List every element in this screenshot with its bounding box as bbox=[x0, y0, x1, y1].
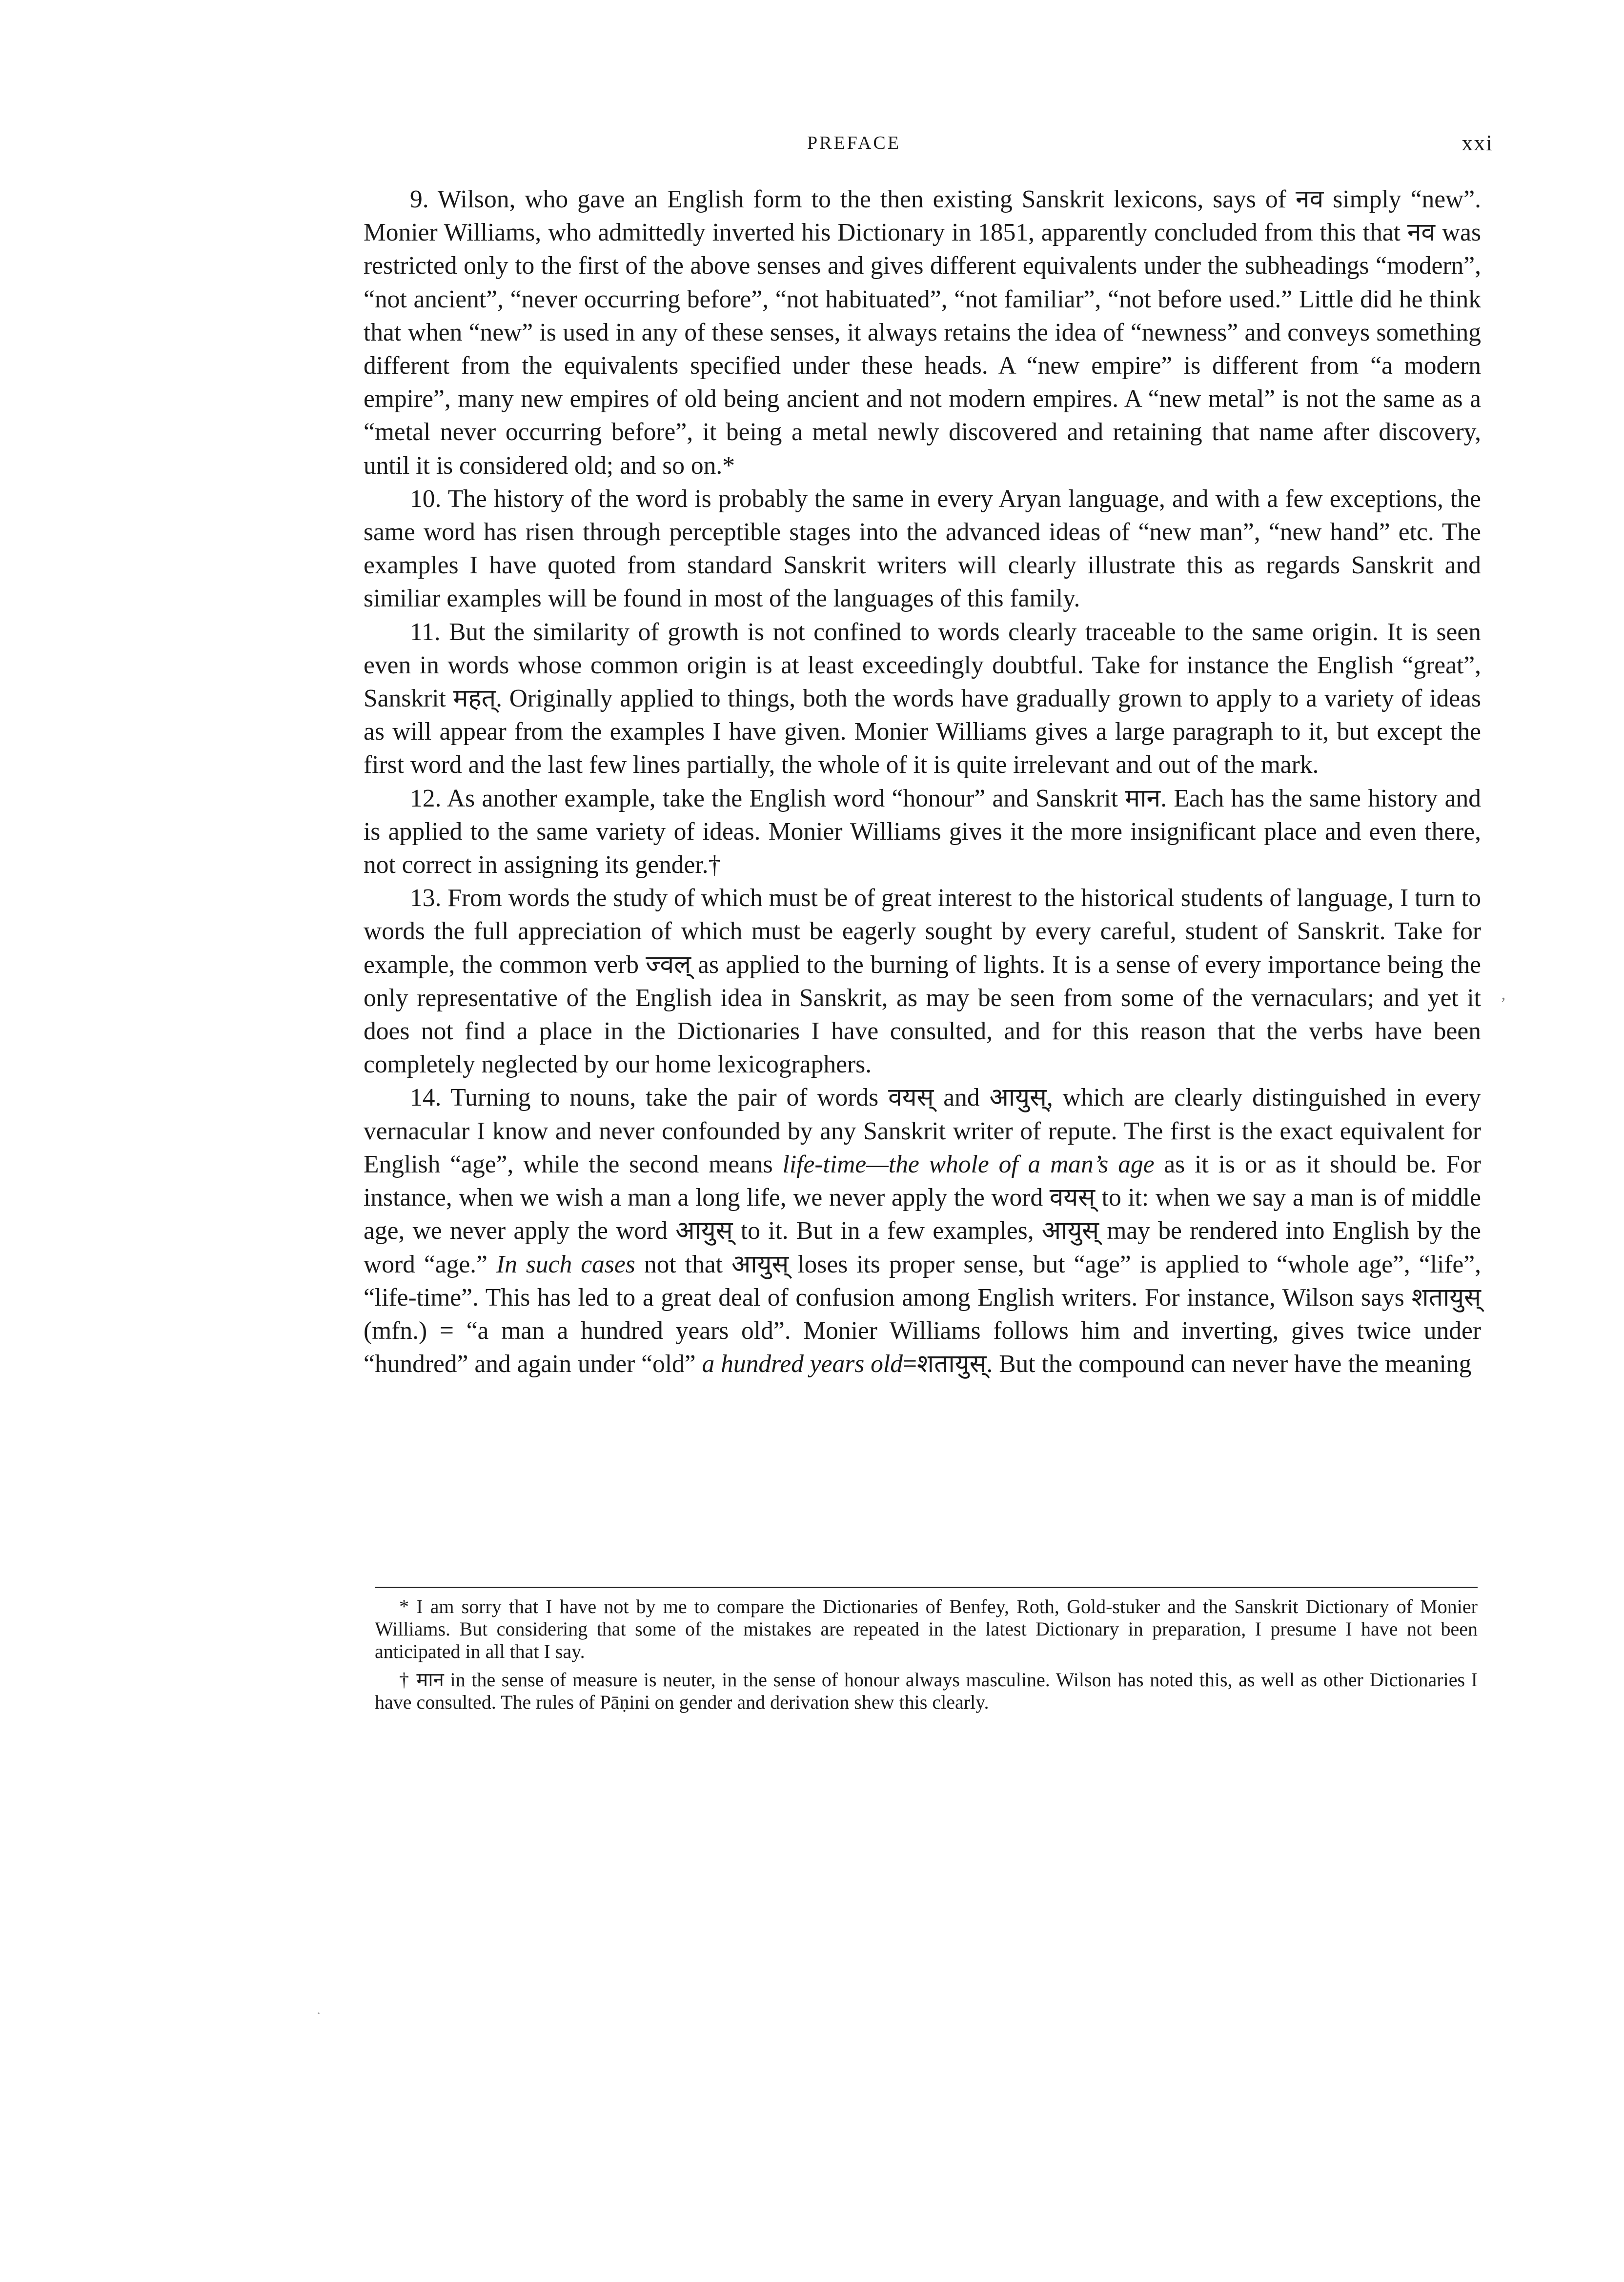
paragraph-12: 12. As another example, take the English word “honour” and Sanskrit मान. Each has the same history and is applied to the same variety of ideas. Monier Williams gives it the more insignificant place and even there, not correct in assigning its gender.† bbox=[364, 784, 1481, 879]
running-title: PREFACE bbox=[807, 133, 901, 153]
paragraph-14-emphasis: life-time—the whole of a man’s age bbox=[782, 1150, 1155, 1178]
paragraph-14 bbox=[364, 1081, 1481, 1381]
footnote-dagger: † मान in the sense of measure is neuter, in the sense of honour always masculine. Wilson has noted this, as well as other Dictionaries I have consulted. The rules of Pāṇini on gender and derivation shew this clearly. bbox=[375, 1669, 1478, 1713]
paragraph-14-text: as it is or as it should be. For instance, when we wish a man a long life, we never apply the word वयस् to it: when we say a man is of middle age, we never apply the word आयुस् to it. But in a few examples, आयुस् may be rendered into English by the word “age.” bbox=[364, 1150, 1481, 1278]
body-text bbox=[364, 183, 1481, 1381]
paragraph-14-emphasis: In such cases bbox=[496, 1250, 635, 1278]
footnotes bbox=[375, 1595, 1478, 1719]
paragraph-10: 10. The history of the word is probably the same in every Aryan language, and with a few exceptions, the same word has risen through perceptible stages into the advanced ideas of “new man”, “new hand” etc. The examples I have quoted from standard Sanskrit writers will clearly illustrate this as regards Sanskrit and similiar examples will be found in most of the languages of this family. bbox=[364, 485, 1481, 613]
footnote-asterisk: * I am sorry that I have not by me to compare the Dictionaries of Benfey, Roth, Gold-stuker and the Sanskrit Dictionary of Monier Williams. But considering that some of the mistakes are repeated in the latest Dictionary in preparation, I presume I have not been anticipated in all that I say. bbox=[375, 1595, 1478, 1662]
running-head bbox=[0, 131, 1624, 155]
page-number: xxi bbox=[1462, 130, 1493, 155]
stray-tick-mark: ’ bbox=[1501, 994, 1506, 1012]
paragraph-14-text: =शतायुस्. But the compound can never have the meaning bbox=[903, 1350, 1472, 1378]
paragraph-14-text: 14. Turning to nouns, take the pair of words वयस् and आयुस्, which are clearly distinguished in every vernacular I know and never confounded by any Sanskrit writer of repute. The first is the exact equivalent for English “age”, while the second means bbox=[364, 1084, 1481, 1178]
paragraph-14-emphasis: a hundred years old bbox=[702, 1350, 903, 1378]
paragraph-13: 13. From words the study of which must be of great interest to the historical students of language, I turn to words the full appreciation of which must be eagerly sought by every careful, student of Sanskrit. Take for example, the common verb ज्वल् as applied to the burning of lights. It is a sense of every importance being the only representative of the English idea in Sanskrit, as may be seen from some of the vernaculars; and yet it does not find a place in the Dictionaries I have consulted, and for this reason that the verbs have been completely neglected by our home lexicographers. bbox=[364, 884, 1481, 1079]
paragraph-11: 11. But the similarity of growth is not confined to words clearly traceable to the same origin. It is seen even in words whose common origin is at least exceedingly doubtful. Take for instance the English “great”, Sanskrit महत्. Originally applied to things, both the words have gradually grown to apply to a variety of ideas as will appear from the examples I have given. Monier Williams gives a large paragraph to it, but except the first word and the last few lines partially, the whole of it is quite irrelevant and out of the mark. bbox=[364, 618, 1481, 779]
paragraph-9: 9. Wilson, who gave an English form to the then existing Sanskrit lexicons, says of नव simply “new”. Monier Williams, who admittedly inverted his Dictionary in 1851, apparently concluded from this that नव was restricted only to the first of the above senses and gives different equivalents under the subheadings “modern”, “not ancient”, “never occurring before”, “not habituated”, “not familiar”, “not before used.” Little did he think that when “new” is used in any of these senses, it always retains the idea of “newness” and conveys something different from the equivalents specified under these heads. A “new empire” is different from “a modern empire”, many new empires of old being ancient and not modern empires. A “new metal” is not the same as a “metal never occurring before”, it being a metal newly discovered and retaining that name after discovery, until it is considered old; and so on.* bbox=[364, 185, 1481, 480]
paragraph-14-text: not that आयुस् loses its proper sense, but “age” is applied to “whole age”, “life”, “life-time”. This has led to a great deal of confusion among English writers. For instance, Wilson says शतायुस् (mfn.) = “a man a hundred years old”. Monier Williams follows him and inverting, gives twice under “hundred” and again under “old” bbox=[364, 1250, 1481, 1378]
scan-speck: · bbox=[316, 2005, 321, 2021]
footnote-rule bbox=[375, 1587, 1478, 1588]
